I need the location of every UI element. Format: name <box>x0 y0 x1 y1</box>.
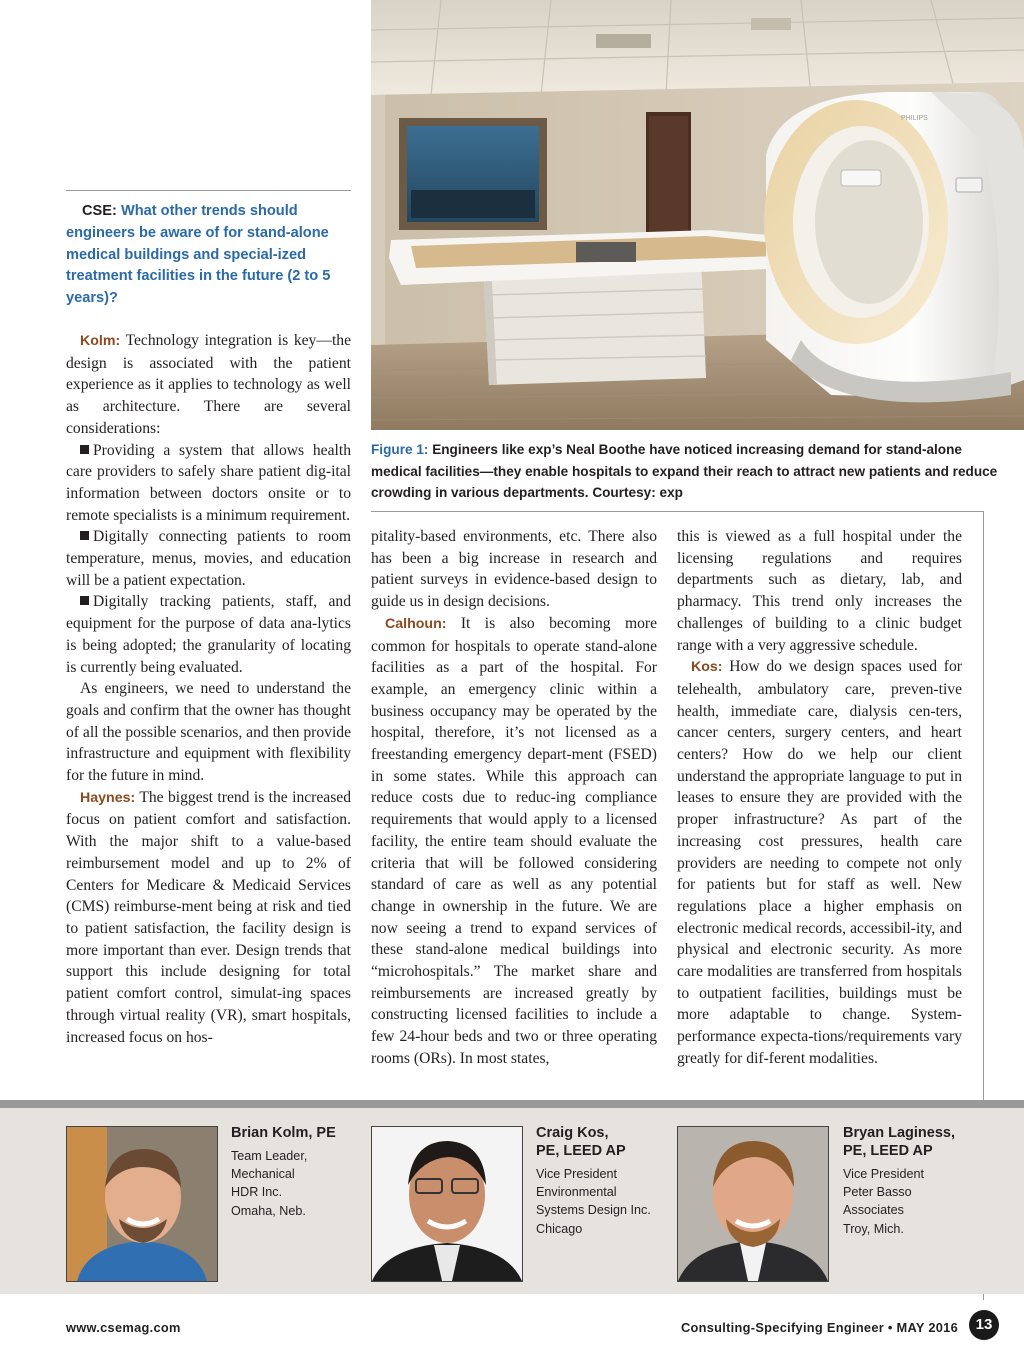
bio-name-line-1: Bryan Laginess, <box>843 1125 956 1141</box>
calhoun-answer <box>371 613 657 1070</box>
question-top-rule <box>66 190 351 191</box>
calhoun-continued: this is viewed as a full hospital under the licensing regulations and requires departments such as dietary, lab, and pharmacy. This trend only increases the challenges of building to a clinic budget range with a very aggressive schedule. <box>677 528 962 654</box>
list-item <box>66 440 351 527</box>
figure-label: Figure 1: <box>371 442 429 457</box>
list-item <box>66 591 351 678</box>
kolm-label: Kolm: <box>80 333 121 349</box>
column-2 <box>371 526 657 1070</box>
bio-brian-kolm <box>231 1124 371 1220</box>
bullet-text: Digitally tracking patients, staff, and equipment for the purpose of data ana-lytics is being adopted; the granularity of locating is currently being evaluated. <box>66 593 351 676</box>
bio-bryan-laginess <box>843 1124 978 1238</box>
photo-brand-text: PHILIPS <box>901 115 928 122</box>
figure-caption <box>371 439 1016 504</box>
kolm-paragraph: As engineers, we need to understand the goals and confirm that the owner has thought of all the possible scenarios, and then provide infrastructure and equipment with flexibility for the future in mind. <box>66 680 351 785</box>
bio-name <box>536 1124 676 1160</box>
ct-scanner-photo <box>371 0 1024 430</box>
bio-line: HDR Inc. <box>231 1185 283 1200</box>
right-vertical-rule <box>983 511 984 1101</box>
bio-band-top-rule <box>0 1100 1024 1108</box>
square-bullet-icon <box>80 596 89 605</box>
kos-text: How do we design spaces used for telehealth, ambulatory care, preven-tive health, immediate care, dialysis cen-ters, cancer centers, surgery centers, and heart centers? How do we help our client understand the appropriate language to put in leases to ensure they are provided with the proper infrastructure? As part of the increasing cost pressures, health care providers are needing to compete not only for patients but for staff as well. New regulations place a higher emphasis on electronic medical records, accessibil-ity, and physical and electronic security. As more care modalities are transferred from hospitals to outpatient facilities, buildings must be more adaptable to change. System-performance expecta-tions/requirements vary greatly for dif-ferent modalities. <box>677 658 962 1067</box>
bullet-text: Providing a system that allows health care providers to safely share patient dig-ital information between doctors onsite or to remote specialists is a minimum requirement. <box>66 441 351 524</box>
craig-kos-photo <box>371 1126 523 1282</box>
bio-name-line-1: Craig Kos, <box>536 1125 609 1141</box>
kos-label: Kos: <box>691 659 723 676</box>
column-1 <box>66 330 351 1048</box>
kolm-text: Technology integration is key—the design is associated with the patient experience as it applies to technology as well as architecture. There are several considerations: <box>66 332 351 437</box>
question-text: What other trends should engineers be aware of for stand-alone medical buildings and special-ized treatment facilities in the future (2 to 5 years)? <box>66 203 331 307</box>
calhoun-text: It is also becoming more common for hospitals to operate stand-alone facilities as a part of the hospital. For example, an emergency clinic within a business occupancy may be operated by the hospital, therefore, it’s not licensed as a freestanding emergency depart-ment (FSED) in some states. While this approach can reduce costs due to reduc-ing compliance requirements that would apply to a licensed facility, the entire team should evaluate the criteria that will be followed considering standard of care as well as any potential change in ownership in the future. We are now seeing a trend to expand services of these stand-alone medical buildings into “microhospitals.” The market share and reimbursements are increased greatly by constructing licensed facilities to include a few 24-hour beds and two or three operating rooms (ORs). In most states, <box>371 614 657 1067</box>
bio-line: Chicago <box>536 1221 583 1236</box>
bio-line: Mechanical <box>231 1167 295 1182</box>
haynes-label: Haynes: <box>80 789 136 806</box>
cse-question <box>66 201 356 310</box>
bio-line: Peter Basso <box>843 1185 912 1200</box>
square-bullet-icon <box>80 531 89 540</box>
haynes-continued: pitality-based environments, etc. There also has been a big increase in research and patient surveys in evidence-based design to guide us in design decisions. <box>371 528 657 611</box>
bio-line: Vice President <box>536 1167 617 1181</box>
page-number: 13 <box>969 1310 999 1340</box>
bio-line: Associates <box>843 1203 904 1218</box>
bio-name: Brian Kolm, PE <box>231 1125 336 1141</box>
question-label: CSE: <box>82 203 117 219</box>
calhoun-label: Calhoun: <box>385 615 447 632</box>
kolm-answer <box>66 330 351 440</box>
bio-name-line-2: PE, LEED AP <box>536 1143 626 1159</box>
caption-bottom-rule <box>371 511 983 512</box>
column-3 <box>677 526 962 1070</box>
square-bullet-icon <box>80 445 89 454</box>
bio-craig-kos <box>536 1124 676 1238</box>
bio-name-line-2: PE, LEED AP <box>843 1143 933 1159</box>
bio-line: Systems Design Inc. <box>536 1203 651 1218</box>
bryan-laginess-photo <box>677 1126 829 1282</box>
haynes-text: The biggest trend is the increased focus on patient comfort and satisfaction. With the major shift to a value-based reimbursement model and up to 2% of Centers for Medicare & Medicaid Services (CMS) reimburse-ment being at risk and tied to patient satisfaction, the facility design is more important than ever. Design trends that support this include designing for total patient comfort control, simulat-ing spaces through virtual reality (VR), smart hospitals, increased focus on hos- <box>66 788 351 1046</box>
kos-answer <box>677 656 962 1069</box>
bio-name <box>843 1124 978 1160</box>
figure-caption-text: Engineers like exp’s Neal Boothe have noticed increasing demand for stand-alone medical facilities—they enable hospitals to expand their reach to attract new patients and reduce crowding in various departments. Courtesy: exp <box>371 442 998 501</box>
bio-line: Team Leader, <box>231 1149 308 1163</box>
footer-magazine: Consulting-Specifying Engineer • MAY 2016 <box>680 1320 958 1335</box>
bio-line: Vice President <box>843 1167 924 1181</box>
bio-line: Troy, Mich. <box>843 1221 904 1236</box>
footer-url[interactable]: www.csemag.com <box>66 1320 181 1335</box>
brian-kolm-photo <box>66 1126 218 1282</box>
bio-line: Environmental <box>536 1185 617 1200</box>
bullet-text: Digitally connecting patients to room temperature, menus, movies, and education will be a patient expectation. <box>66 528 351 589</box>
bio-line: Omaha, Neb. <box>231 1203 306 1218</box>
list-item <box>66 526 351 591</box>
haynes-answer <box>66 787 351 1048</box>
